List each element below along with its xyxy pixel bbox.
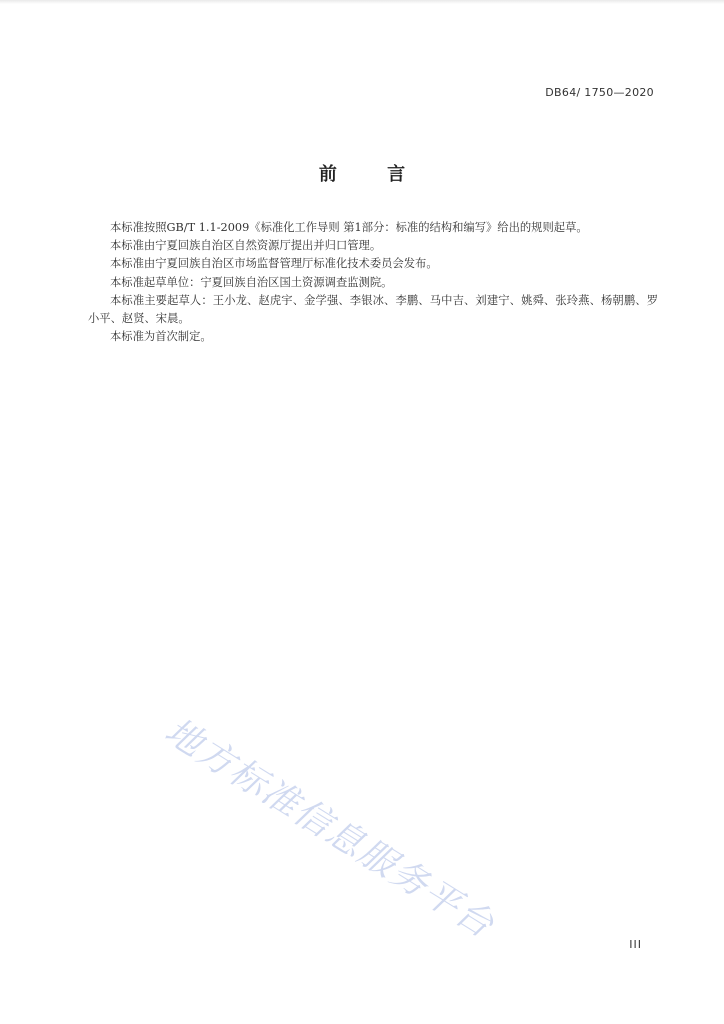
- paragraph-drafters: 本标准主要起草人：王小龙、赵虎宇、金学强、李银冰、李鹏、马中吉、刘建宁、姚舜、张玲燕、杨朝鹏、罗小平、赵贤、宋晨。: [88, 293, 658, 326]
- paragraph-publisher: 本标准由宁夏回族自治区市场监督管理厅标准化技术委员会发布。: [110, 257, 438, 271]
- page-number: III: [629, 938, 642, 951]
- page-title: 前 言: [318, 164, 428, 185]
- paragraph-first-edition: 本标准为首次制定。: [110, 330, 212, 344]
- scan-edge: [0, 0, 724, 4]
- paragraph-drafting-rules: 本标准按照GB/T 1.1-2009《标准化工作导则 第1部分：标准的结构和编写》给出的规则起草。: [110, 221, 588, 234]
- paragraph-proposer: 本标准由宁夏回族自治区自然资源厅提出并归口管理。: [110, 239, 382, 253]
- document-code: DB64/ 1750—2020: [545, 86, 654, 99]
- paragraph-drafting-unit: 本标准起草单位：宁夏回族自治区国土资源调查监测院。: [110, 275, 393, 289]
- watermark: 地方标准信息服务平台: [157, 710, 502, 947]
- foreword-body: [88, 219, 658, 346]
